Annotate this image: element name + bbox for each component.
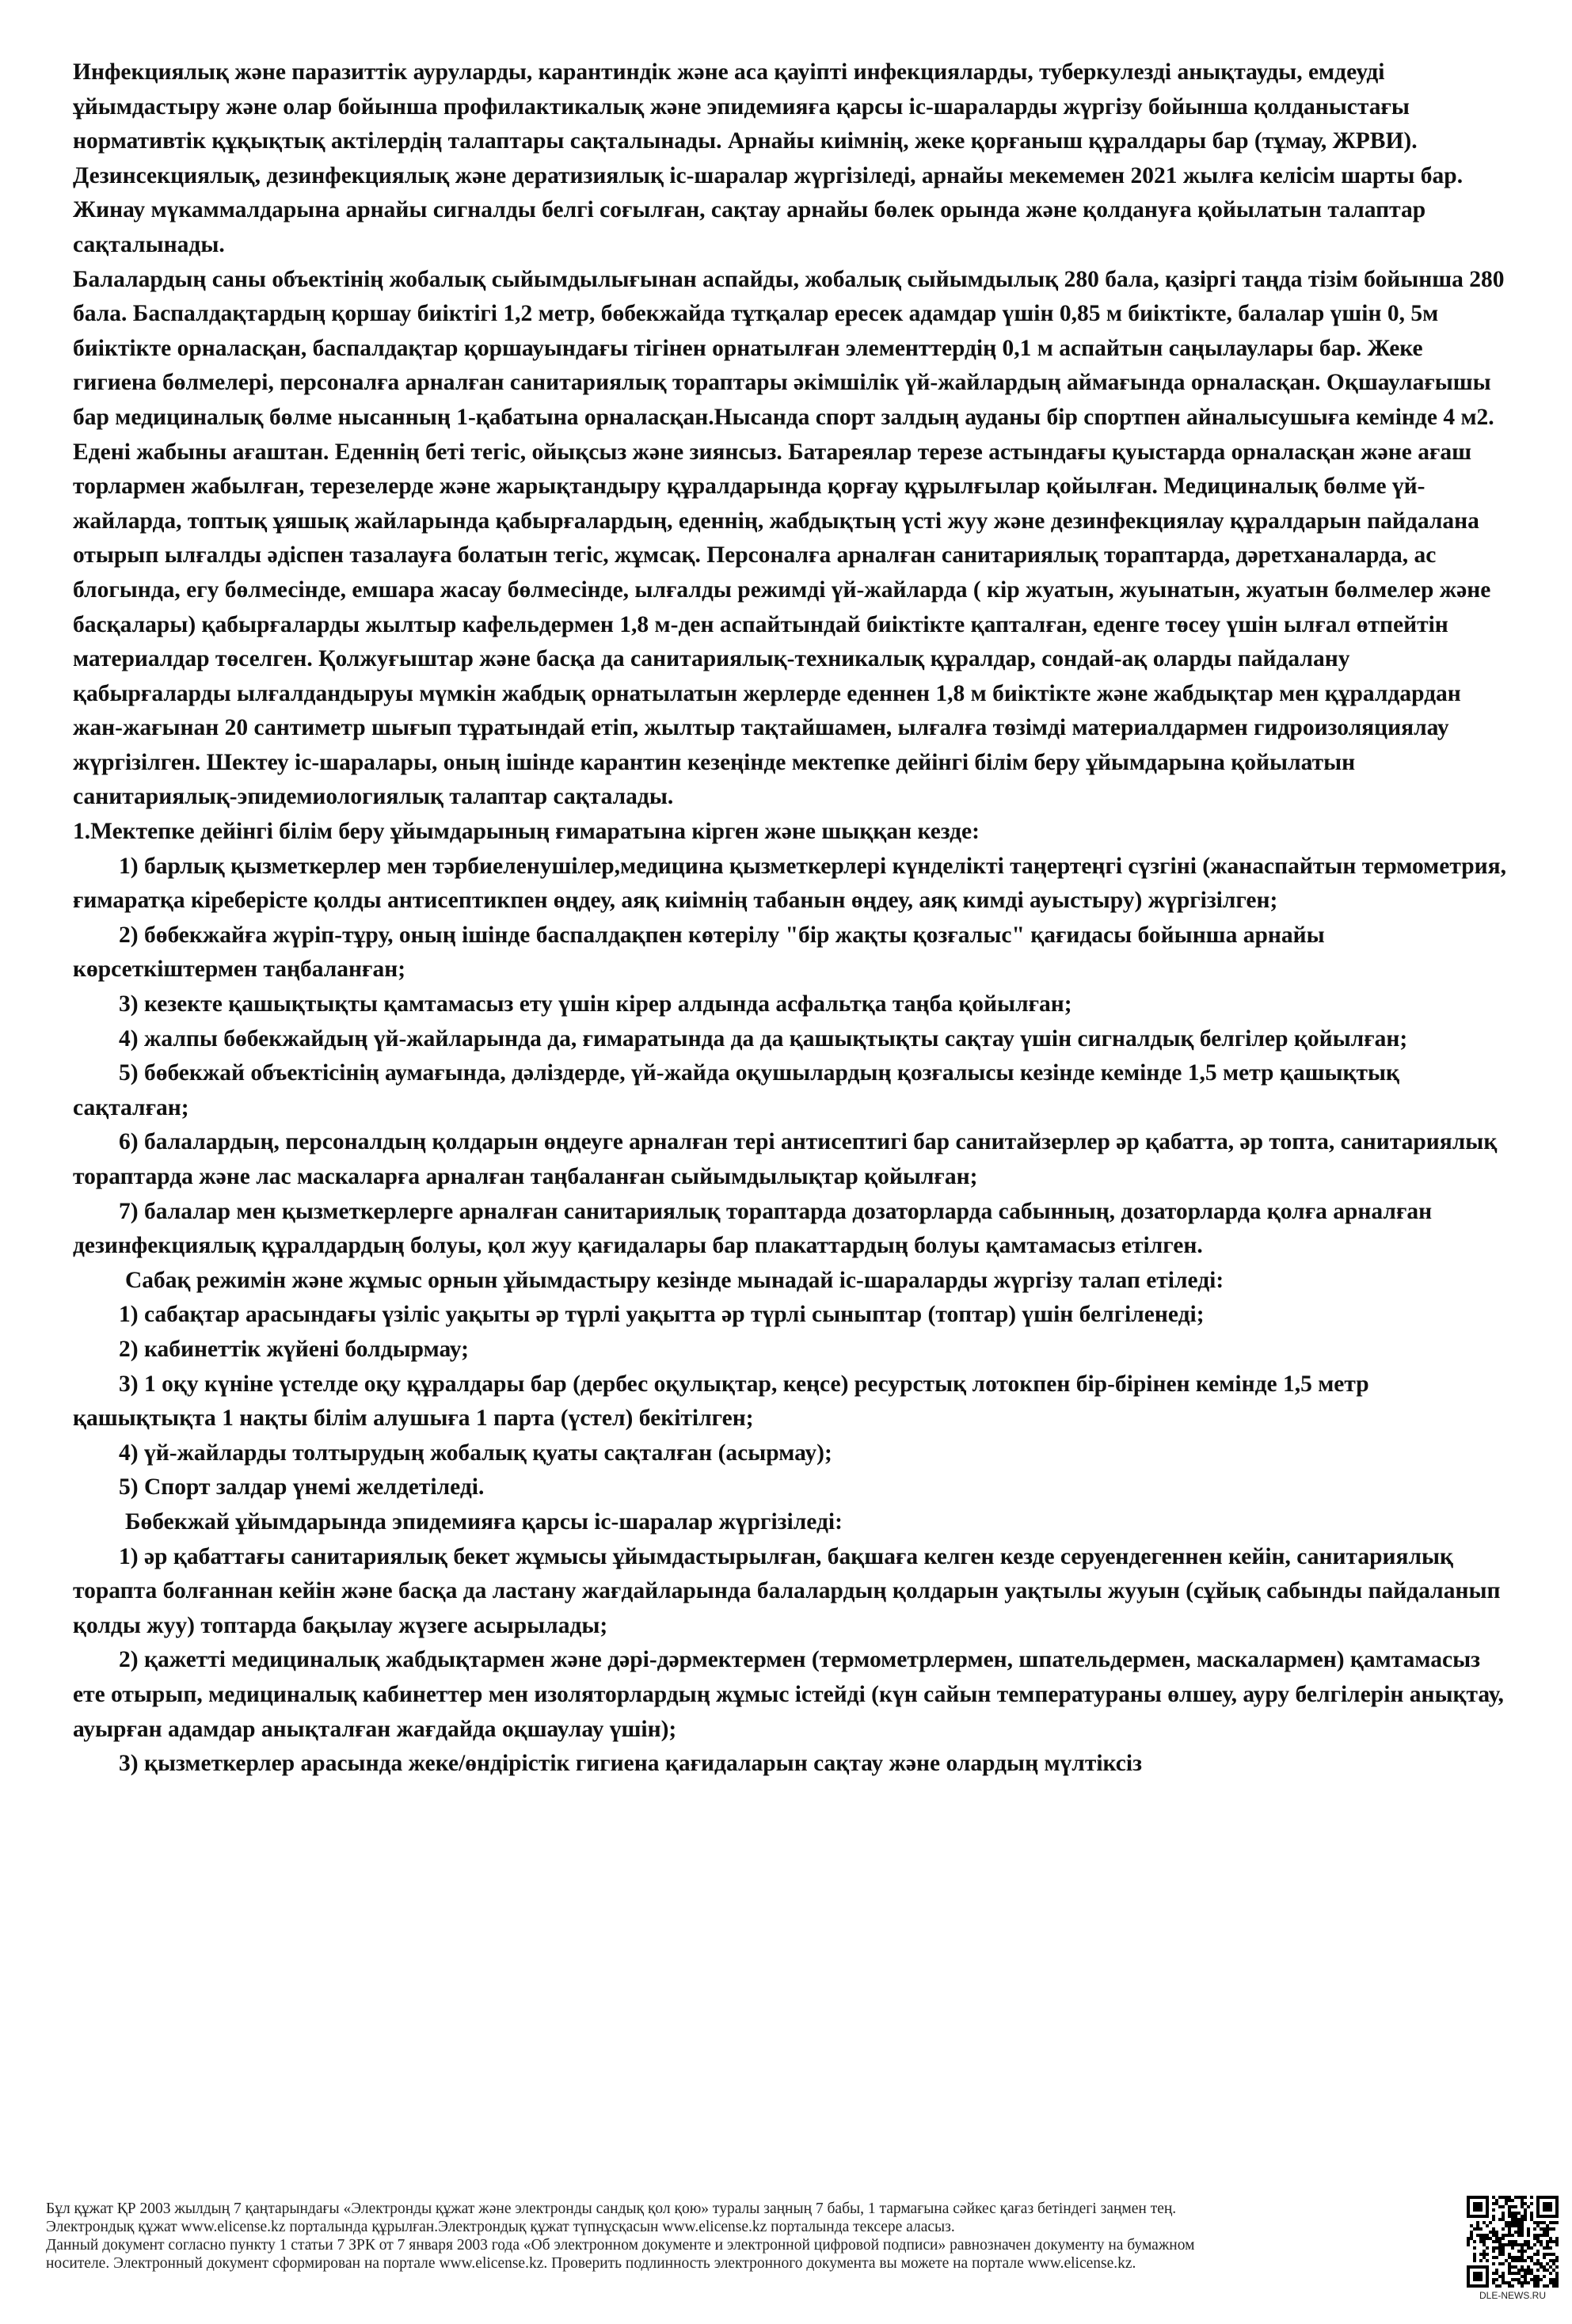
list-item: 1) сабақтар арасындағы үзіліс уақыты әр түрлі уақытта әр түрлі сыныптар (топтар) үшін белгіленеді; (119, 1302, 1205, 1328)
list-item: 1) барлық қызметкерлер мен тәрбиеленушілер,медицина қызметкерлері күнделікті таңертеңгі сүзгіні (жанаспайтын термометрия, ғимаратқа кіреберісте қолды антисептикпен өңдеу, аяқ киімнің табанын өңдеу, аяқ кимді ауыстыру) жүргізілген; (73, 853, 1506, 914)
paragraph-entry-heading: 1.Мектепке дейінгі білім беру ұйымдарының ғимаратына кірген және шыққан кезде: (73, 819, 980, 845)
footer-line: Бұл құжат ҚР 2003 жылдың 7 қаңтарындағы «Электронды құжат және электронды сандық қол қою» туралы заңның 7 бабы, 1 тармағына сәйкес қағаз бетіндегі заңмен тең. (46, 2200, 1177, 2217)
paragraph-lesson-heading: Сабақ режимін және жұмыс орнын ұйымдастыру кезінде мынадай іс-шараларды жүргізу талап етіледі: (125, 1267, 1224, 1293)
paragraph-facility: Балалардың саны объектінің жобалық сыйымдылығынан аспайды, жобалық сыйымдылық 280 бала, қазіргі таңда тізім бойынша 280 бала. Баспалдақтардың қоршау биіктігі 1,2 метр, бөбекжайда тұтқалар ересек адамдар үшін 0,85 м биіктікте, балалар үшін 0, 5м биіктікте орналасқан, баспалдақтар қоршауындағы тігінен орнатылған элементтердің 0,1 м аспайтын саңылаулары бар. Жеке гигиена бөлмелері, персоналға арналған санитариялық тораптары әкімшілік үй-жайлардың аймағында орналасқан. Оқшаулағышы бар медициналық бөлме нысанның 1-қабатына орналасқан.Нысанда спорт залдың ауданы бір спортпен айналысушыға кемінде 4 м2. Едені жабыны ағаштан. Еденнің беті тегіс, ойықсыз және зиянсыз. Батареялар терезе астындағы қуыстарда орналасқан және ағаш торлармен жабылған, терезелерде және жарықтандыру құралдарында қорғау құрылғылар қойылған. Медициналық бөлме үй-жайларда, топтық ұяшық жайларында қабырғалардың, еденнің, жабдықтың үсті жуу және дезинфекциялау құралдарын пайдалана отырып ылғалды әдіспен тазалауға болатын тегіс, жұмсақ. Персоналға арналған санитариялық тораптарда, дәретханаларда, ас блогында, егу бөлмесінде, емшара жасау бөлмесінде, ылғалды режимді үй-жайларда ( кір жуатын, жуынатын, жуатын бөлмелер және басқалары) қабырғаларды жылтыр кафельдермен 1,8 м-ден аспайтындай биіктікте қапталған, еденге төсеу үшін ылғал өтпейтін материалдар төселген. Қолжуғыштар және басқа да санитариялық-техникалық құралдар, сондай-ақ оларды пайдалану қабырғаларды ылғалдандыруы мүмкін жабдық орнатылатын жерлерде еденнен 1,8 м биіктікте және жабдықтар мен құралдардан жан-жағынан 20 сантиметр шығып тұратындай етіп, жылтыр тақтайшамен, ылғалға төзімді материалдармен гидроизоляциялау жүргізілген. Шектеу іс-шаралары, оның ішінде карантин кезеңінде мектепке дейінгі білім беру ұйымдарына қойылатын санитариялық-эпидемиологиялық талаптар сақталады. (73, 266, 1505, 810)
paragraph-infections: Инфекциялық және паразиттік ауруларды, карантиндік және аса қауіпті инфекцияларды, туберкулезді анықтауды, емдеуді ұйымдастыру және олар бойынша профилактикалық және эпидемияға қарсы іс-шараларды жүргізу бойынша қолданыстағы нормативтік құқықтық актілердің талаптары сақталынады. Арнайы киімнің, жеке қорғаныш құралдары бар (тұмау, ЖРВИ). Дезинсекциялық, дезинфекциялық және дератизиялық іс-шаралар жүргізіледі, арнайы мекемемен 2021 жылға келісім шарты бар. Жинау мүкаммалдарына арнайы сигналды белгі соғылған, сақтау арнайы бөлек орында және қолдануға қойылатын талаптар сақталынады. (73, 59, 1464, 257)
list-item: 1) әр қабаттағы санитариялық бекет жұмысы ұйымдастырылған, бақшаға келген кезде серуендегеннен кейін, санитариялық торапта болғаннан кейін және басқа да ластану жағдайларында балалардың қолдарын уақтылы жууын (сұйық сабынды пайдаланып қолды жуу) топтарда бақылау жүзеге асырылады; (73, 1543, 1501, 1638)
list-item: 4) үй-жайларды толтырудың жобалық қуаты сақталған (асырмау); (119, 1440, 832, 1466)
list-item: 3) қызметкерлер арасында жеке/өндірістік гигиена қағидаларын сақтау және олардың мүлтіксіз (119, 1751, 1142, 1777)
qr-code-icon (1467, 2196, 1559, 2288)
list-item: 3) кезекте қашықтықты қамтамасыз ету үшін кірер алдында асфальтқа таңба қойылған; (119, 991, 1072, 1017)
list-item: 3) 1 оқу күніне үстелде оқу құралдары бар (дербес оқулықтар, кеңсе) ресурстық лотокпен бір-бірінен кемінде 1,5 метр қашықтықта 1 нақты білім алушыға 1 парта (үстел) бекітілген; (73, 1371, 1369, 1432)
footer-line: носителе. Электронный документ сформирован на портале www.elicense.kz. Проверить подлинность электронного документа вы можете на портале www.elicense.kz. (46, 2255, 1136, 2272)
list-item: 6) балалардың, персоналдың қолдарын өңдеуге арналған тері антисептигі бар санитайзерлер әр қабатта, әр топта, санитариялық тораптарда және лас маскаларға арналған таңбаланған сыйымдылықтар қойылған; (73, 1129, 1498, 1189)
paragraph-nursery-heading: Бөбекжай ұйымдарында эпидемияға қарсы іс-шаралар жүргізіледі: (125, 1508, 843, 1535)
list-item: 2) кабинеттік жүйені болдырмау; (119, 1336, 469, 1362)
list-item: 5) бөбекжай объектісінің аумағында, дәліздерде, үй-жайда оқушылардың қозғалысы кезінде кемінде 1,5 метр қашықтық сақталған; (73, 1060, 1400, 1120)
footer-line: Электрондық құжат www.elicense.kz порталында құрылған.Электрондық құжат түпнұсқасын www.elicense.kz порталында тексере аласыз. (46, 2219, 955, 2235)
list-item: 7) балалар мен қызметкерлерге арналған санитариялық тораптарда дозаторларда сабынның, дозаторларда қолға арналған дезинфекциялық құралдардың болуы, қол жуу қағидалары бар плакаттардың болуы қамтамасыз етілген. (73, 1198, 1433, 1259)
list-item: 5) Спорт залдар үнемі желдетіледі. (119, 1474, 485, 1501)
list-item: 2) бөбекжайға жүріп-тұру, оның ішінде баспалдақпен көтерілу "бір жақты қозғалыс" қағидасы бойынша арнайы көрсеткіштермен таңбаланған; (73, 922, 1325, 983)
footer-line: Данный документ согласно пункту 1 статьи 7 ЗРК от 7 января 2003 года «Об электронном документе и электронной цифровой подписи» равнозначен документу на бумажном (46, 2237, 1195, 2254)
list-item: 2) қажетті медициналық жабдықтармен және дәрі-дәрмектермен (термометрлермен, шпательдермен, маскалармен) қамтамасыз ете отырып, медициналық кабинеттер мен изоляторлардың жұмыс істейді (күн сайын температураны өлшеу, ауру белгілерін анықтау, ауырған адамдар анықталған жағдайда оқшаулау үшін); (73, 1647, 1504, 1742)
qr-caption: DLE-NEWS.RU (1479, 2290, 1546, 2301)
list-item: 4) жалпы бөбекжайдың үй-жайларында да, ғимаратында да да қашықтықты сақтау үшін сигналдық белгілер қойылған; (119, 1025, 1408, 1052)
document-body (73, 55, 1508, 1782)
legal-footer (46, 2200, 1440, 2273)
